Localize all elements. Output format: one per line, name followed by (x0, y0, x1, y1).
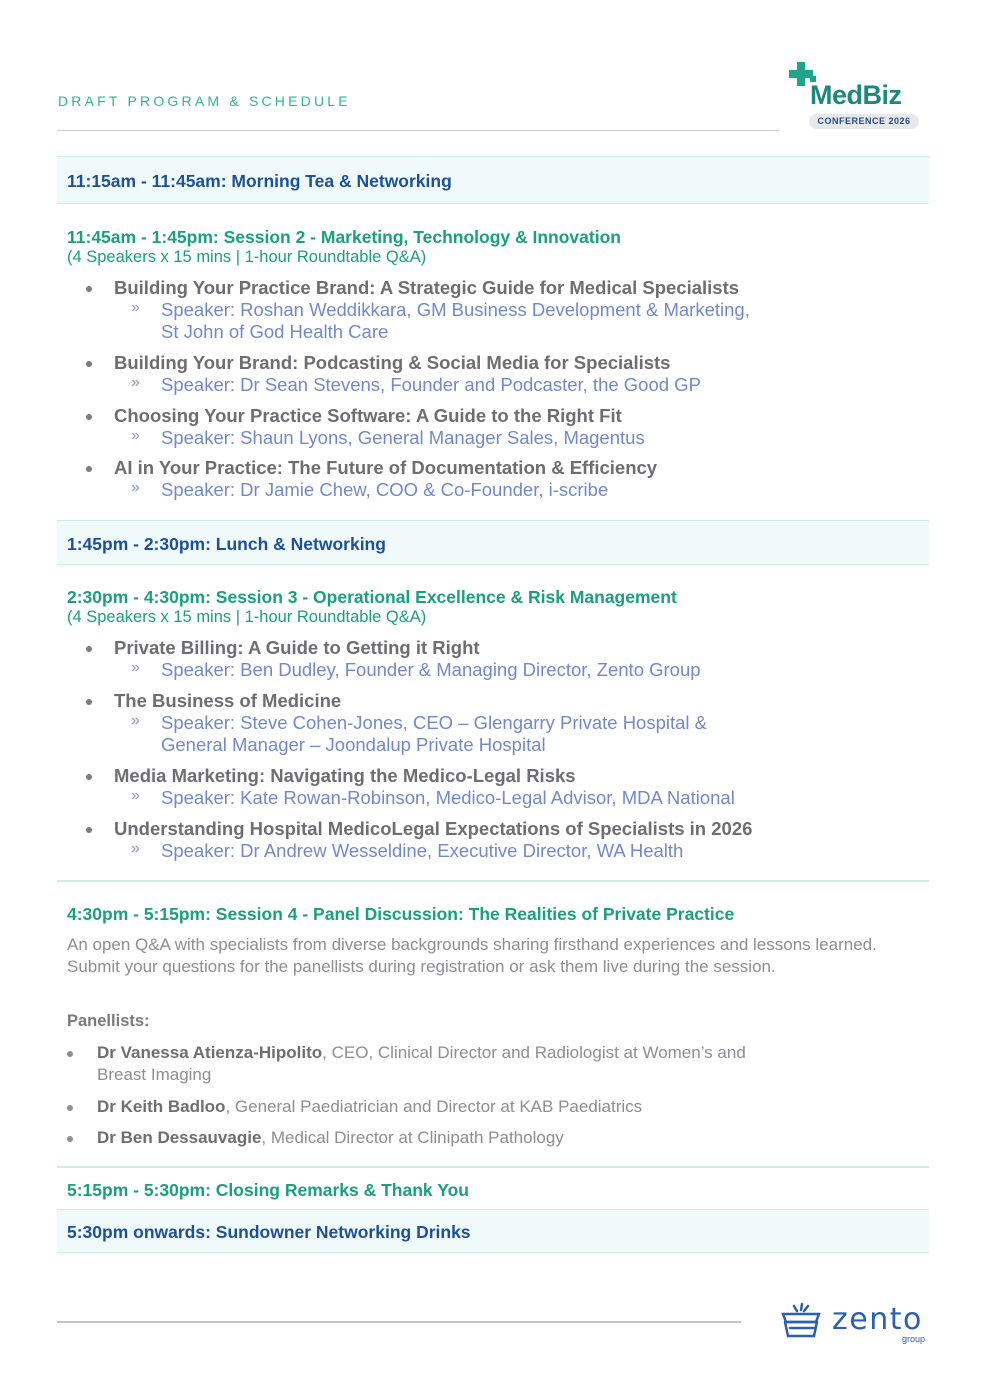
panellist-role: , CEO, Clinical Director and Radiologist at Women’s and Breast Imaging (97, 1043, 746, 1084)
speaker-line: Speaker: Shaun Lyons, General Manager Sales, Magentus (161, 427, 645, 448)
zento-basket-icon (780, 1302, 822, 1340)
panellist-name: Dr Vanessa Atienza-Hipolito (97, 1043, 323, 1062)
speaker-line: Speaker: Dr Andrew Wesseldine, Executive Director, WA Health (161, 840, 684, 861)
talk-title: Media Marketing: Navigating the Medico-Legal Risks (114, 765, 576, 786)
footer-divider (57, 1321, 741, 1323)
break-sundowner-text: 5:30pm onwards: Sundowner Networking Drinks (67, 1222, 471, 1242)
bullet-icon (86, 361, 92, 367)
bullet-icon (86, 466, 92, 472)
logo-med: Med (810, 80, 863, 110)
talk-title: Private Billing: A Guide to Getting it Right (114, 637, 480, 658)
bullet-icon (86, 774, 92, 780)
chevron-right-icon: » (131, 479, 140, 496)
zento-wordmark: zento (832, 1302, 923, 1337)
bullet-icon (86, 699, 92, 705)
panellist-role: , Medical Director at Clinipath Pathology (261, 1128, 564, 1147)
break-lunch (57, 520, 929, 565)
break-sundowner (57, 1209, 929, 1253)
closing-remarks: 5:15pm - 5:30pm: Closing Remarks & Thank You (67, 1180, 469, 1200)
chevron-right-icon: » (131, 787, 140, 804)
bullet-icon (67, 1051, 73, 1057)
chevron-right-icon: » (131, 374, 140, 391)
conference-badge: CONFERENCE 2026 (809, 114, 919, 129)
talk-title: Choosing Your Practice Software: A Guide to the Right Fit (114, 405, 622, 426)
speaker-line: Speaker: Dr Sean Stevens, Founder and Podcaster, the Good GP (161, 374, 701, 395)
panellist-text (97, 1127, 837, 1149)
break-morning-tea (57, 156, 929, 204)
speaker-line: General Manager – Joondalup Private Hospital (161, 734, 546, 755)
bullet-icon (86, 827, 92, 833)
bullet-icon (67, 1136, 73, 1142)
talk-title: Building Your Brand: Podcasting & Social Media for Specialists (114, 352, 671, 373)
chevron-right-icon: » (131, 427, 140, 444)
speaker-line: Speaker: Dr Jamie Chew, COO & Co-Founder, i-scribe (161, 479, 609, 500)
panellist-text (97, 1096, 837, 1118)
logo-wordmark (810, 80, 902, 111)
chevron-right-icon: » (131, 299, 140, 316)
panellist-name: Dr Keith Badloo (97, 1097, 226, 1116)
logo-biz: Biz (862, 80, 902, 110)
panellist-name: Dr Ben Dessauvagie (97, 1128, 262, 1147)
session-3-subtitle: (4 Speakers x 15 mins | 1-hour Roundtable Q&A) (67, 608, 427, 626)
chevron-right-icon: » (131, 659, 140, 676)
section-divider (57, 880, 929, 882)
bullet-icon (86, 646, 92, 652)
panellists-label: Panellists: (67, 1012, 150, 1030)
panellist-item (67, 1042, 847, 1086)
break-morning-tea-text: 11:15am - 11:45am: Morning Tea & Networking (67, 171, 452, 191)
chevron-right-icon: » (131, 840, 140, 857)
session-3-title: 2:30pm - 4:30pm: Session 3 - Operational Excellence & Risk Management (67, 587, 677, 607)
session-2-title: 11:45am - 1:45pm: Session 2 - Marketing, Technology & Innovation (67, 227, 621, 247)
talk-title: AI in Your Practice: The Future of Documentation & Efficiency (114, 457, 658, 478)
speaker-line: Speaker: Ben Dudley, Founder & Managing Director, Zento Group (161, 659, 701, 680)
speaker-line: Speaker: Roshan Weddikkara, GM Business Development & Marketing, (161, 299, 750, 320)
talk-title: Building Your Practice Brand: A Strategic Guide for Medical Specialists (114, 277, 740, 298)
panellist-text (97, 1042, 777, 1086)
section-divider (57, 1166, 929, 1168)
speaker-line: Speaker: Steve Cohen-Jones, CEO – Glengarry Private Hospital & (161, 712, 708, 733)
bullet-icon (86, 286, 92, 292)
session-4-title: 4:30pm - 5:15pm: Session 4 - Panel Discussion: The Realities of Private Practice (67, 904, 735, 924)
bullet-icon (67, 1105, 73, 1111)
zento-logo (780, 1300, 940, 1345)
break-lunch-text: 1:45pm - 2:30pm: Lunch & Networking (67, 534, 386, 554)
speaker-line: Speaker: Kate Rowan-Robinson, Medico-Legal Advisor, MDA National (161, 787, 735, 808)
talk-title: The Business of Medicine (114, 690, 342, 711)
chevron-right-icon: » (131, 712, 140, 729)
session-4-description: An open Q&A with specialists from diverse backgrounds sharing firsthand experiences and lessons learned. Submit your questions for the panellists during registration or ask them live during the session. (67, 935, 877, 976)
header-divider (57, 130, 779, 131)
talk-title: Understanding Hospital MedicoLegal Expectations of Specialists in 2026 (114, 818, 753, 839)
zento-group-label: group (902, 1334, 926, 1344)
medbiz-logo (786, 62, 926, 132)
speaker-line: St John of God Health Care (161, 321, 389, 342)
document-title: DRAFT PROGRAM & SCHEDULE (58, 93, 351, 109)
session-2-subtitle: (4 Speakers x 15 mins | 1-hour Roundtable Q&A) (67, 248, 427, 266)
panellist-role: , General Paediatrician and Director at KAB Paediatrics (225, 1097, 643, 1116)
bullet-icon (86, 414, 92, 420)
